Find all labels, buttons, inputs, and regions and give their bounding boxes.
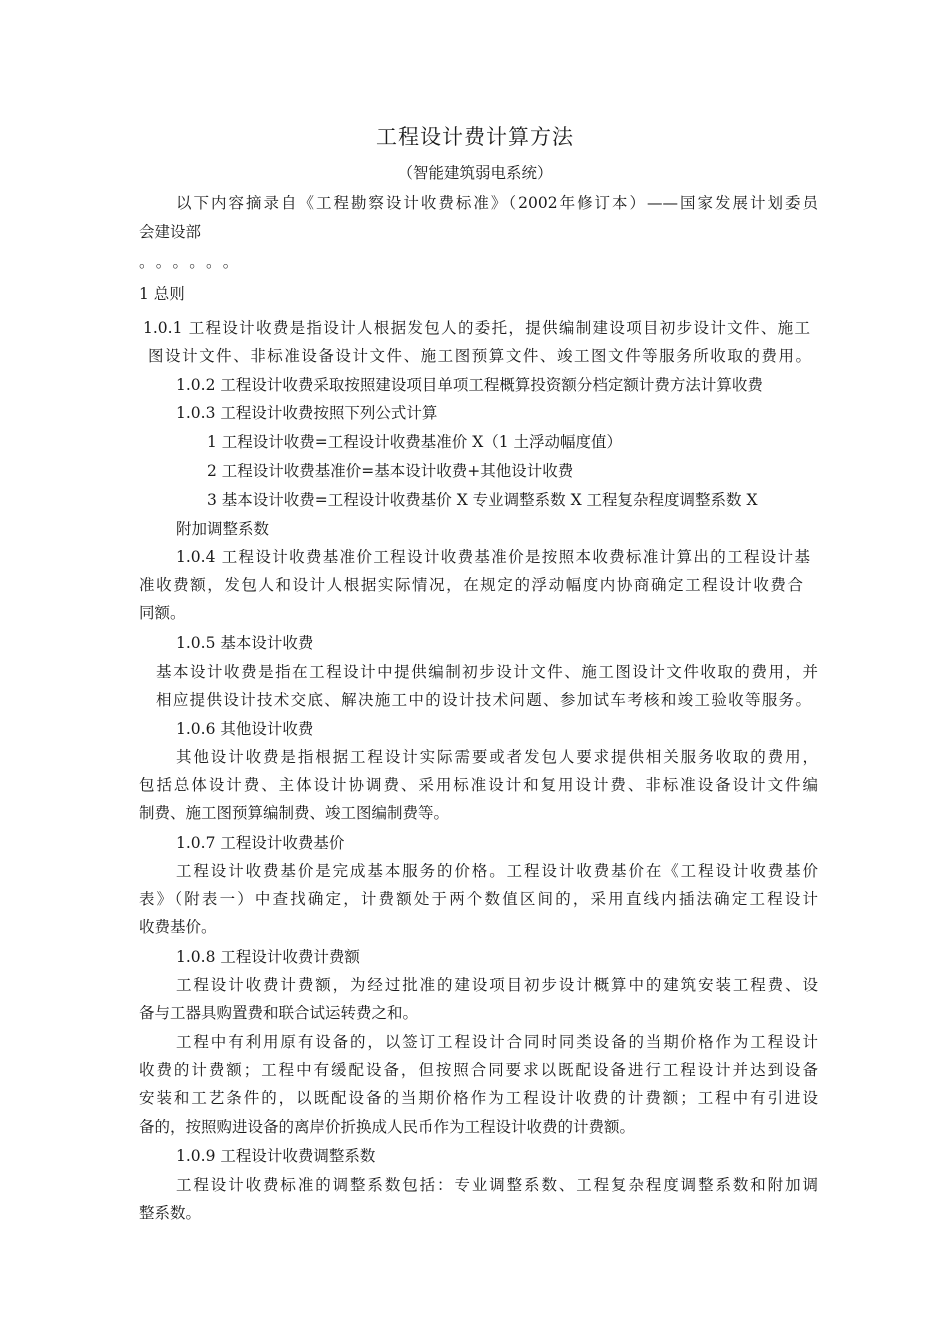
clause-1-0-8-heading: 1.0.8 工程设计收费计费额 (176, 948, 360, 966)
clause-1-0-6-line-3: 制费、施工图预算编制费、竣工图编制费等。 (139, 804, 450, 822)
clause-1-0-4-line-3: 同额。 (139, 604, 186, 622)
formula-3-continued: 附加调整系数 (176, 520, 270, 538)
document-title: 工程设计费计算方法 (376, 125, 574, 149)
clause-1-0-9-line-2: 整系数。 (139, 1204, 202, 1222)
clause-1-0-7-line-3: 收费基价。 (139, 918, 217, 936)
formula-1: 1 工程设计收费=工程设计收费基准价 X（1 土浮动幅度值） (207, 433, 623, 451)
clause-1-0-5-line-1: 基本设计收费是指在工程设计中提供编制初步设计文件、施工图设计文件收取的费用，并 (156, 663, 818, 681)
clause-1-0-8-para-1-line-2: 备与工器具购置费和联合试运转费之和。 (139, 1004, 419, 1022)
clause-1-0-7-line-1: 工程设计收费基价是完成基本服务的价格。工程设计收费基价在《工程设计收费基价 (176, 862, 818, 880)
clause-1-0-1-line-1: 1.0.1 工程设计收费是指设计人根据发包人的委托，提供编制建设项目初步设计文件、施工 (143, 319, 810, 337)
clause-1-0-2: 1.0.2 工程设计收费采取按照建设项目单项工程概算投资额分档定额计费方法计算收费 (176, 376, 763, 394)
clause-1-0-7-heading: 1.0.7 工程设计收费基价 (176, 834, 345, 852)
clause-1-0-9-heading: 1.0.9 工程设计收费调整系数 (176, 1147, 376, 1165)
clause-1-0-4-line-2: 准收费额，发包人和设计人根据实际情况，在规定的浮动幅度内协商确定工程设计收费合 (139, 576, 803, 594)
clause-1-0-5-line-2: 相应提供设计技术交底、解决施工中的设计技术问题、参加试车考核和竣工验收等服务。 (156, 691, 811, 709)
formula-3: 3 基本设计收费=工程设计收费基价 X 专业调整系数 X 工程复杂程度调整系数 X (207, 491, 758, 509)
clause-1-0-9-line-1: 工程设计收费标准的调整系数包括：专业调整系数、工程复杂程度调整系数和附加调 (176, 1176, 818, 1194)
formula-2: 2 工程设计收费基准价=基本设计收费+其他设计收费 (207, 462, 574, 480)
clause-1-0-3: 1.0.3 工程设计收费按照下列公式计算 (176, 404, 438, 422)
intro-line-1: 以下内容摘录自《工程勘察设计收费标准》（2002年修订本）——国家发展计划委员 (176, 194, 818, 212)
clause-1-0-8-para-2-line-3: 安装和工艺条件的，以既配设备的当期价格作为工程设计收费的计费额；工程中有引进设 (139, 1089, 818, 1107)
clause-1-0-4-line-1: 1.0.4 工程设计收费基准价工程设计收费基准价是按照本收费标准计算出的工程设计基 (176, 548, 810, 566)
ellipsis-dots: 。。。。。。 (139, 253, 248, 271)
clause-1-0-6-line-2: 包括总体设计费、主体设计协调费、采用标准设计和复用设计费、非标准设备设计文件编 (139, 776, 818, 794)
clause-1-0-8-para-1-line-1: 工程设计收费计费额，为经过批准的建设项目初步设计概算中的建筑安装工程费、设 (176, 976, 818, 994)
document-subtitle: （智能建筑弱电系统） (397, 164, 553, 182)
clause-1-0-6-line-1: 其他设计收费是指根据工程设计实际需要或者发包人要求提供相关服务收取的费用， (176, 748, 818, 766)
clause-1-0-8-para-2-line-4: 备的，按照购进设备的离岸价折换成人民币作为工程设计收费的计费额。 (139, 1118, 636, 1136)
clause-1-0-1-line-2: 图设计文件、非标准设备设计文件、施工图预算文件、竣工图文件等服务所收取的费用。 (148, 347, 811, 365)
clause-1-0-7-line-2: 表》（附表一）中查找确定，计费额处于两个数值区间的，采用直线内插法确定工程设计 (139, 890, 818, 908)
clause-1-0-8-para-2-line-1: 工程中有利用原有设备的，以签订工程设计合同时同类设备的当期价格作为工程设计 (176, 1033, 818, 1051)
section-heading-general: 1 总则 (139, 285, 185, 303)
intro-line-2: 会建设部 (139, 223, 202, 241)
clause-1-0-6-heading: 1.0.6 其他设计收费 (176, 720, 314, 738)
clause-1-0-5-heading: 1.0.5 基本设计收费 (176, 634, 314, 652)
clause-1-0-8-para-2-line-2: 收费的计费额；工程中有缓配设备，但按照合同要求以既配设备进行工程设计并达到设备 (139, 1061, 818, 1079)
